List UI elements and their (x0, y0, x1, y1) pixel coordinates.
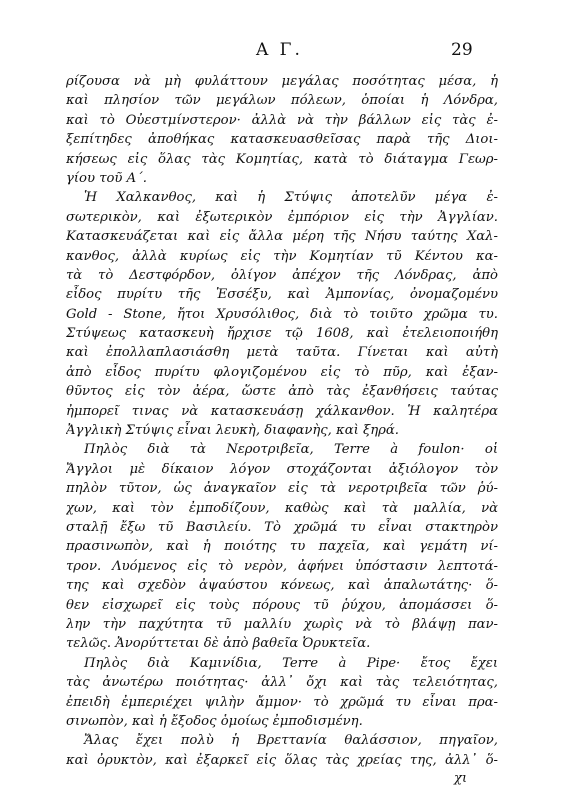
text-line: Gold - Stone, ἤτοι Χρυσόλιθος, διὰ τὸ τοιῦτο χρῶμα τυ. (66, 306, 498, 322)
text-line: χων, καὶ τὸν ἐμποδίζουν, καθὼς καὶ τὰ μαλλία, νὰ (66, 500, 498, 516)
text-line: θῦντος εἰς τὸν ἀέρα, ὥστε ἀπὸ τὰς ἐξανθήσεις ταύτας (66, 384, 498, 400)
text-line: κήσεως εἰς ὅλας τὰς Κομητίας, κατὰ τὸ διάταγμα Γεωρ- (66, 151, 498, 167)
text-line: ἠμπορεῖ τινας νὰ κατασκευάσῃ χάλκανθον. Ἡ καλητέρα (66, 403, 498, 419)
paragraph-start-line: Πηλὸς διὰ Καμινίδια, Terre à Pipe· ἔτος ἔχει (84, 655, 498, 671)
text-line: Ἄγγλοι μὲ δίκαιον λόγον στοχάζονται ἀξιόλογον τὸν (66, 461, 498, 477)
running-head: Α Γ. (256, 40, 303, 60)
text-line: της καὶ σχεδὸν ἀψαύστου κόνεως, καὶ ἀπαλωτάτης· ὅ- (66, 578, 498, 594)
text-line: ἐπειδὴ ἐμπεριέχει ψιλὴν ἄμμον· τὸ χρῶμά τυ εἶναι πρα- (66, 694, 498, 710)
paragraph-start-line: Πηλὸς διὰ τὰ Νεροτριβεῖα, Terre à foulon· οἱ (84, 442, 498, 458)
text-line: καὶ πλησίον τῶν μεγάλων πόλεων, ὁποίαι ἡ Λόνδρα, (66, 93, 498, 109)
text-line: τρον. Λυόμενος εἰς τὸ νερὸν, ἀφήνει ὑπόστασιν λεπτοτά- (66, 558, 498, 574)
text-line: σωτερικὸν, καὶ ἐξωτερικὸν ἐμπόριον εἰς τὴν Ἀγγλίαν. (66, 209, 498, 225)
text-line: σταλῇ ἔξω τῦ Βασιλείυ. Τὸ χρῶμά τυ εἶναι στακτηρὸν (66, 519, 498, 535)
text-line: πρασινωπὸν, καὶ ἡ ποιότης τυ παχεῖα, καὶ γεμάτη νί- (66, 539, 498, 555)
text-line: καὶ ἐπολλαπλασιάσθη μετὰ ταῦτα. Γίνεται καὶ αὐτὴ (66, 345, 498, 361)
catchword: χι (454, 771, 468, 786)
paragraph-start-line: Ἡ Χαλκανθος, καὶ ἡ Στύψις ἀποτελῦν μέγα ἐ- (84, 190, 498, 206)
text-line: γίου τοῦ Α΄. (66, 170, 147, 186)
body-text (66, 72, 498, 770)
text-line: σινωπὸν, καὶ ἡ ἔξοδος ὁμοίως ἐμποδισμένη. (66, 713, 363, 729)
text-line: καὶ ὀρυκτὸν, καὶ ἐξαρκεῖ εἰς ὅλας τὰς χρείας της, ἀλλ᾽ ὅ- (66, 752, 498, 768)
text-line: πηλὸν τῦτον, ὡς ἀναγκαῖον εἰς τὰ νεροτριβεῖα τῶν ῥύ- (66, 481, 498, 497)
paragraph-start-line: Ἄλας ἔχει πολὺ ἡ Βρεττανία θαλάσσιον, πηγαῖον, (84, 733, 498, 749)
text-line: θεν εἰσχωρεῖ εἰς τοὺς πόρους τῦ ῥύχου, ἀπομάσσει ὅ- (66, 597, 498, 613)
text-line: Στύψεως κατασκευὴ ἤρχισε τῷ 1608, καὶ ἐτελειοποιήθη (66, 326, 498, 342)
text-line: ρίζουσα νὰ μὴ φυλάττουν μεγάλας ποσότητας μέσα, ἡ (66, 74, 498, 89)
text-line: ἀπὸ εἶδος πυρίτυ φλογιζομένου εἰς τὸ πῦρ, καὶ ἐξαν- (66, 364, 498, 380)
page-number: 29 (451, 40, 473, 60)
text-line: τὰ τὸ Δεστφόρδον, ὀλίγον ἀπέχον τῆς Λόνδρας, ἀπὸ (66, 267, 498, 283)
text-line: κανθος, ἀλλὰ κυρίως εἰς τὴν Κομητίαν τῦ Κέντου κα- (66, 248, 498, 264)
text-line: ξεπίτηδες ἀποθήκας κατασκευασθεῖσας παρὰ τῆς Διοι- (66, 132, 498, 148)
text-line: Κατασκευάζεται καὶ εἰς ἄλλα μέρη τῆς Νήσυ ταύτης Χαλ- (66, 229, 498, 245)
text-line: λην τὴν παχύτητα τῦ μαλλίυ χωρὶς νὰ τὸ βλάψῃ παν- (66, 616, 498, 632)
text-line: τὰς ἀνωτέρω ποιότητας· ἀλλ᾽ ὄχι καὶ τὰς τελειότητας, (66, 675, 498, 691)
text-line: Ἀγγλικὴ Στύψις εἶναι λευκὴ, διαφανὴς, καὶ ξηρά. (66, 423, 399, 439)
text-line: εἶδος πυρίτυ τῆς Ἐσσέξυ, καὶ Ἀμπονίας, ὀνομαζομένυ (66, 287, 498, 303)
text-line: τελῶς. Ἀνορύττεται δὲ ἀπὸ βαθεῖα Ὀρυκτεῖα. (66, 636, 371, 652)
text-line: καὶ τὸ Οὐεστμίνστερον· ἀλλὰ νὰ τὴν βάλλων εἰς τὰς ἐ- (66, 112, 498, 128)
